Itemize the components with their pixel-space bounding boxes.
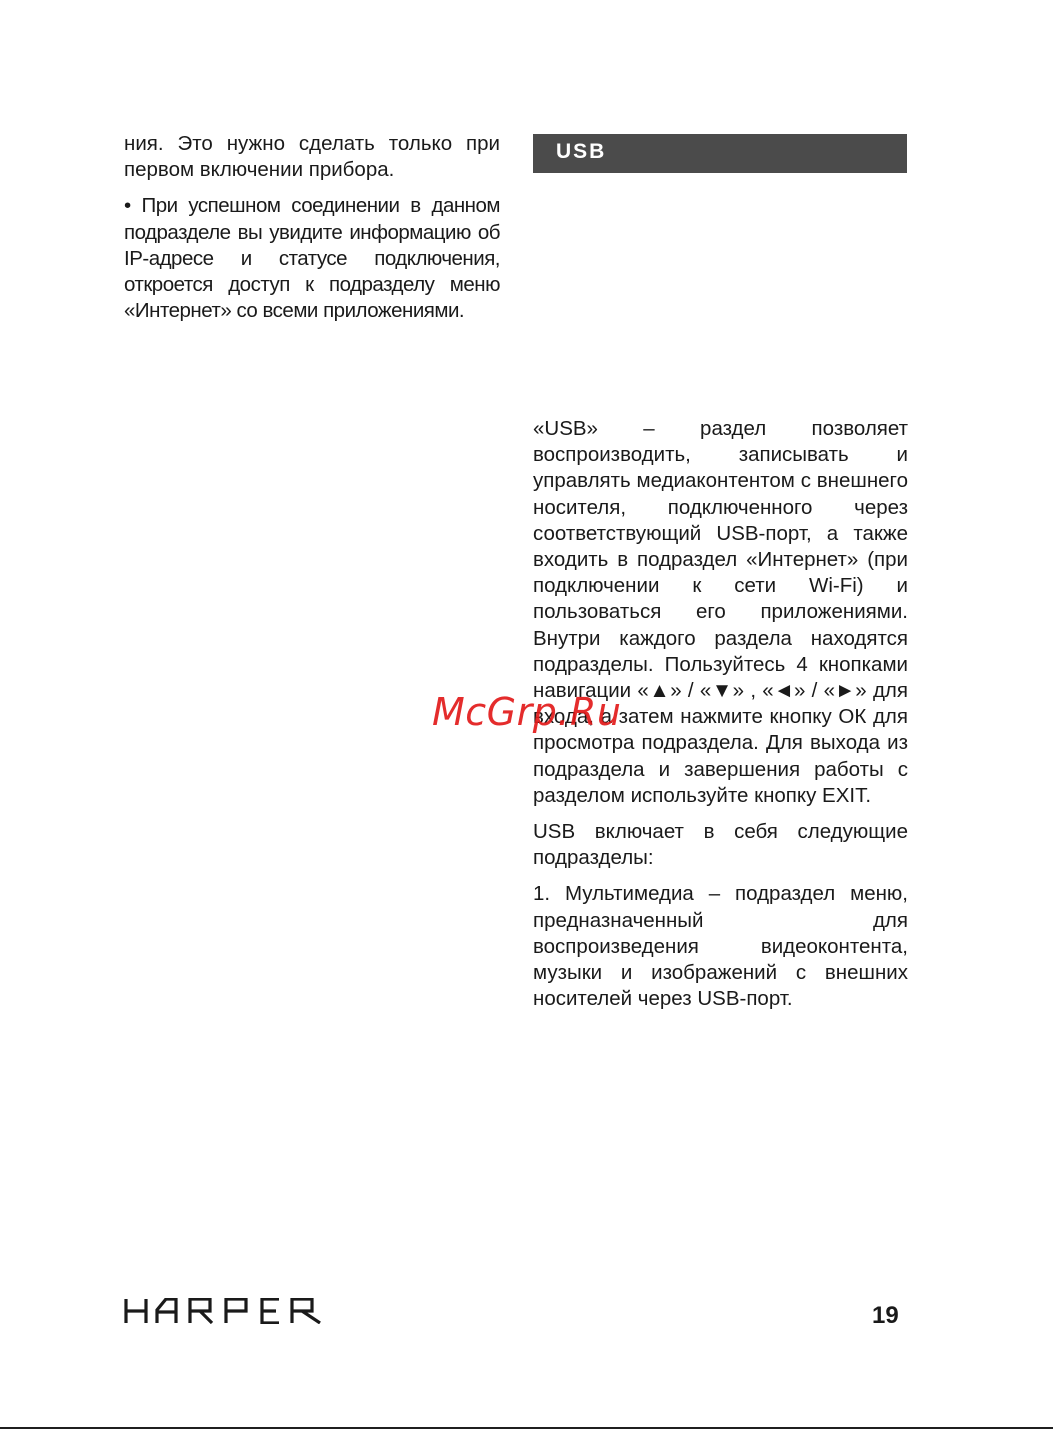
multimedia-subsection-item: 1. Мультимедиа – подраздел меню, предназначенный для воспроизведения видеоконтента, музыки и изображений с внешних носителей через USB-порт. [533,882,908,1011]
usb-subsections-intro: USB включает в себя следующие подразделы: [533,820,908,870]
harper-logo [124,1298,324,1329]
left-column [124,131,500,324]
page-number: 19 [872,1302,899,1329]
harper-logo-icon [124,1298,324,1324]
section-title: USB [556,140,607,163]
usb-description-paragraph: «USB» – раздел позволяет воспроизводить, записывать и управлять медиаконтентом с внешнего носителя, подключенного через соответствующий USB-порт, а также входить в подраздел «Интернет» (при подключении к сети Wi-Fi) и пользоваться его приложениями. Внутри каждого раздела находятся подразделы. Пользуйтесь 4 кнопками навигации «▲» / «▼» , «◄» / «►» для входа, а затем нажмите кнопку ОК для просмотра подраздела. Для выхода из подраздела и завершения работы с разделом используйте кнопку EXIT. [533,417,908,807]
continued-paragraph: ния. Это нужно сделать только при первом включении прибора. [124,132,500,182]
watermark-text: McGrp.Ru [432,690,622,734]
success-bullet-paragraph: • При успешном соединении в данном подразделе вы увидите информацию об IP-адресе и статусе подключения, откроется доступ к подразделу меню «Интернет» со всеми приложениями. [124,194,500,323]
section-header-bar [533,134,907,173]
